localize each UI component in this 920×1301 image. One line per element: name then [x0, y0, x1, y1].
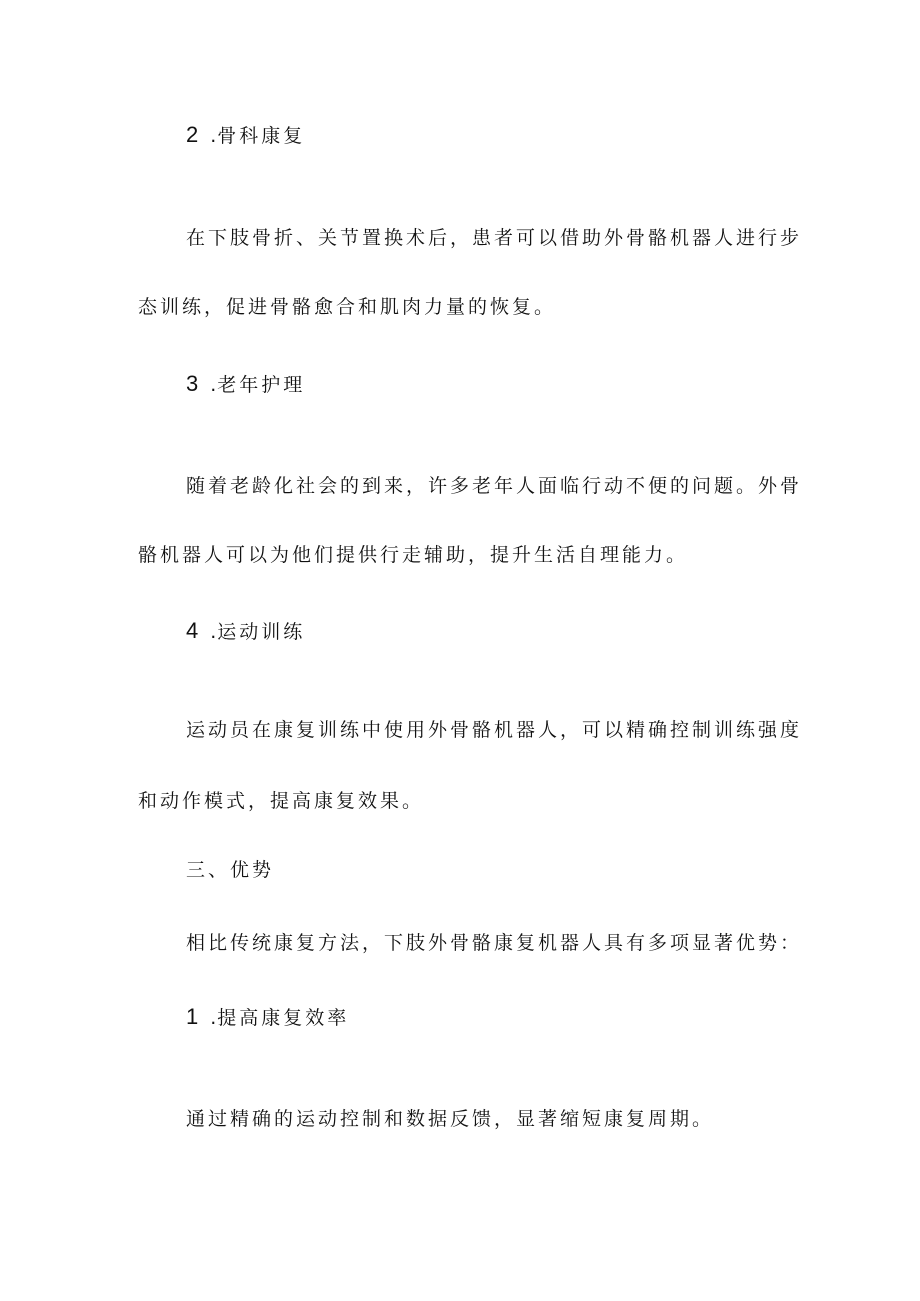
- section-heading: [186, 370, 305, 399]
- section-separator: .: [210, 621, 218, 643]
- advantage-number: 1: [186, 1004, 199, 1029]
- section-separator: .: [210, 125, 218, 147]
- paragraph-line: 随着老龄化社会的到来，许多老年人面临行动不便的问题。外骨: [186, 475, 803, 497]
- section-heading: [186, 617, 305, 646]
- advantage-paragraph: 通过精确的运动控制和数据反馈，显著缩短康复周期。: [186, 1108, 715, 1130]
- section-heading: [186, 121, 305, 150]
- section-number: 3: [186, 371, 199, 396]
- paragraph-line: 和动作模式，提高康复效果。: [138, 790, 425, 812]
- section-title: 运动训练: [217, 621, 306, 643]
- paragraph-line: 运动员在康复训练中使用外骨骼机器人，可以精确控制训练强度: [186, 719, 803, 741]
- paragraph-line: 态训练，促进骨骼愈合和肌肉力量的恢复。: [138, 296, 557, 318]
- section-number: 2: [186, 122, 199, 147]
- chapter-intro: 相比传统康复方法，下肢外骨骼康复机器人具有多项显著优势：: [186, 932, 803, 954]
- section-title: 骨科康复: [217, 125, 306, 147]
- advantage-title: 提高康复效率: [217, 1007, 350, 1029]
- chapter-heading: 三、优势: [186, 859, 275, 881]
- advantage-separator: .: [210, 1007, 218, 1029]
- paragraph-line: 骼机器人可以为他们提供行走辅助，提升生活自理能力。: [138, 544, 689, 566]
- section-number: 4: [186, 618, 199, 643]
- section-title: 老年护理: [217, 374, 306, 396]
- advantage-heading: [186, 1003, 349, 1032]
- section-separator: .: [210, 374, 218, 396]
- paragraph-line: 在下肢骨折、关节置换术后，患者可以借助外骨骼机器人进行步: [186, 227, 803, 249]
